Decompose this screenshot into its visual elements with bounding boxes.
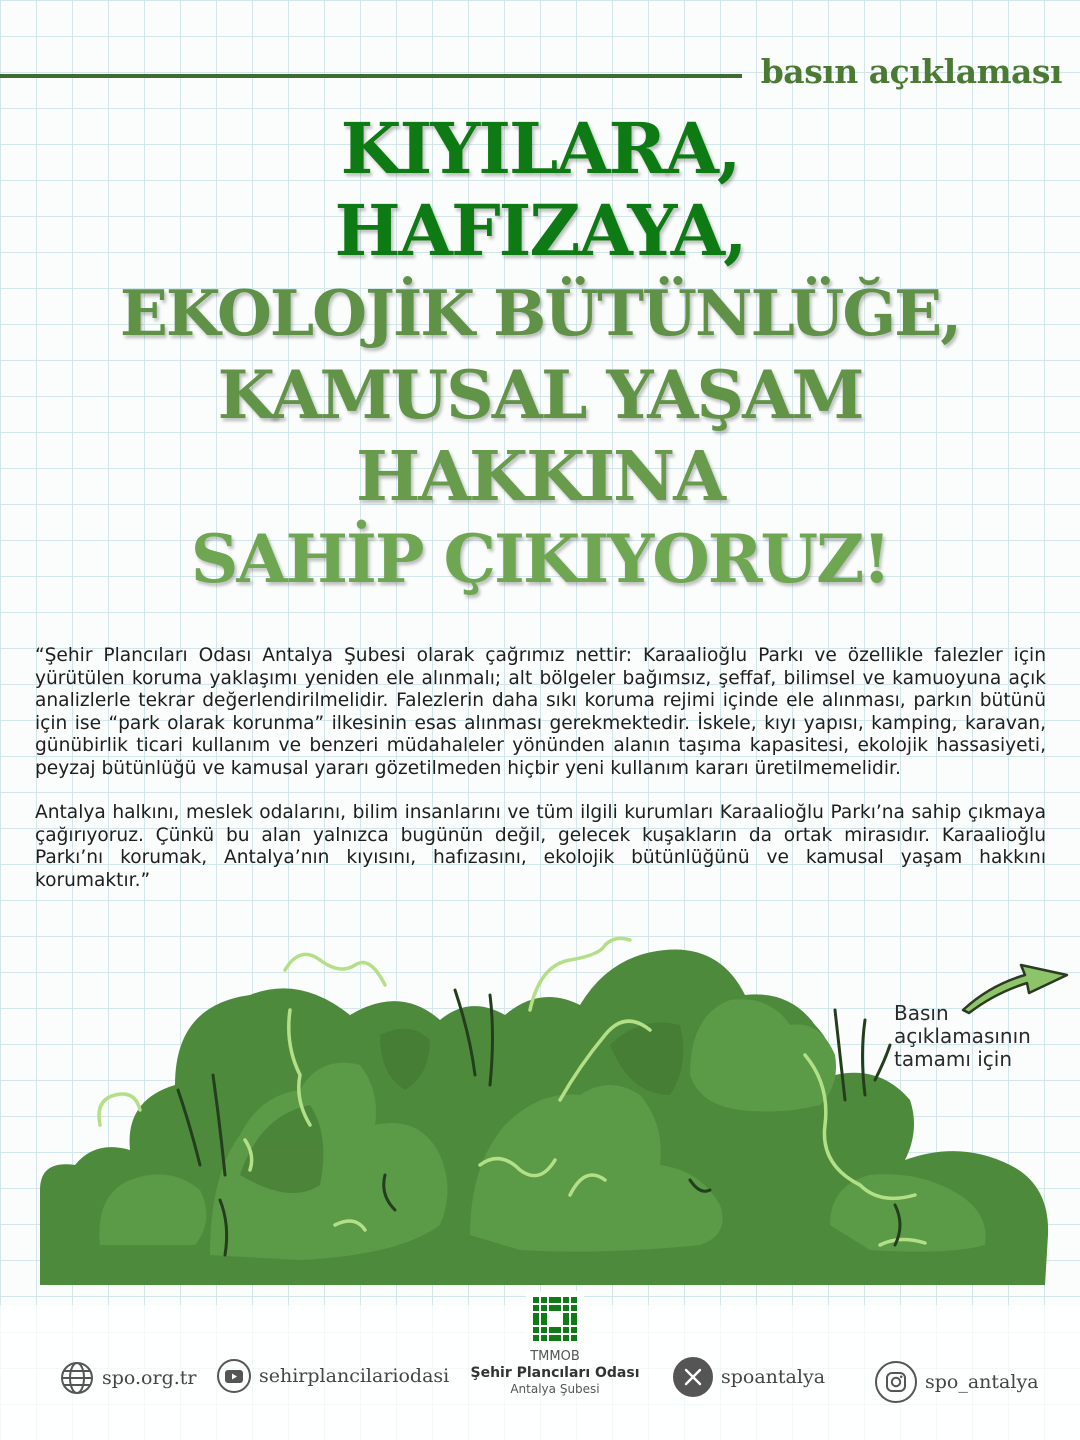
statement-paragraph-2: Antalya halkını, meslek odalarını, bilim insanlarını ve tüm ilgili kurumları Karaalioğlu Parkı’na sahip çıkmaya çağırıyoruz. Çünkü bu alan yalnızca bugünün değil, gelecek kuşakların da ortak mirasıdır. Karaalioğlu Parkı’nı korumak, Antalya’nın kıyısını, hafızasını, ekolojik bütünlüğünü ve kamusal yaşam hakkını korumaktır.” <box>35 802 1046 891</box>
bush-illustration <box>0 925 1080 1305</box>
headline-line-5: HAKKINA <box>356 437 724 517</box>
headline-line-1: KIYILARA, <box>340 107 740 190</box>
cta-line-3: tamamı için <box>894 1047 1013 1071</box>
instagram-icon <box>875 1361 917 1403</box>
full-statement-link[interactable] <box>894 1002 1074 1071</box>
youtube-icon <box>217 1359 251 1393</box>
globe-icon <box>60 1361 94 1395</box>
logo-branch: Antalya Şubesi <box>510 1382 600 1396</box>
headline <box>0 108 1080 600</box>
instagram-label: spo_antalya <box>925 1371 1039 1393</box>
headline-line-4: KAMUSAL YAŞAM <box>217 356 863 434</box>
x-icon <box>673 1357 713 1397</box>
header-rule <box>0 74 742 78</box>
headline-line-6: SAHİP ÇIKIYORUZ! <box>190 520 890 598</box>
headline-line-3: EKOLOJİK BÜTÜNLÜĞE, <box>119 276 961 350</box>
logo-mark-icon <box>533 1297 577 1341</box>
statement-body <box>35 645 1046 914</box>
instagram-link[interactable] <box>875 1361 1039 1403</box>
youtube-link[interactable] <box>217 1359 449 1393</box>
spo-logo <box>466 1285 644 1405</box>
cta-line-1: Basın <box>894 1001 949 1025</box>
headline-line-2: HAFIZAYA, <box>334 189 746 272</box>
website-link[interactable] <box>60 1361 197 1395</box>
cta-line-2: açıklamasının <box>894 1024 1031 1048</box>
x-label: spoantalya <box>721 1366 826 1388</box>
logo-box <box>526 1291 584 1348</box>
logo-tmmob: TMMOB <box>530 1349 580 1364</box>
website-label: spo.org.tr <box>102 1367 197 1389</box>
logo-org-name: Şehir Plancıları Odası <box>470 1365 640 1381</box>
youtube-label: sehirplancilariodasi <box>259 1365 450 1387</box>
statement-paragraph-1: “Şehir Plancıları Odası Antalya Şubesi olarak çağrımız nettir: Karaalioğlu Parkı ve özellikle falezler için yürütülen koruma yaklaşımı yeniden ele alınmalı; alt bölgeler bağımsız, şeffaf, bilimsel ve kamuoyuna açık analizlerle tekrar değerlendirilmelidir. Falezlerin daha sıkı koruma rejimi içinde ele alınması, parkın bütünü için ise “park olarak korunma” ilkesinin esas alınması gerekmektedir. İskele, kıyı yapısı, kamping, karavan, günübirlik ticari kullanım ve benzeri müdahaleler yönünden alanın taşıma kapasitesi, ekolojik hassasiyeti, peyzaj bütünlüğü ve kamusal yararı gözetilmeden hiçbir yeni kullanım kararı üretilmemelidir. <box>35 645 1046 779</box>
press-release-tag: basın açıklaması <box>760 52 1062 91</box>
x-link[interactable] <box>673 1357 825 1397</box>
